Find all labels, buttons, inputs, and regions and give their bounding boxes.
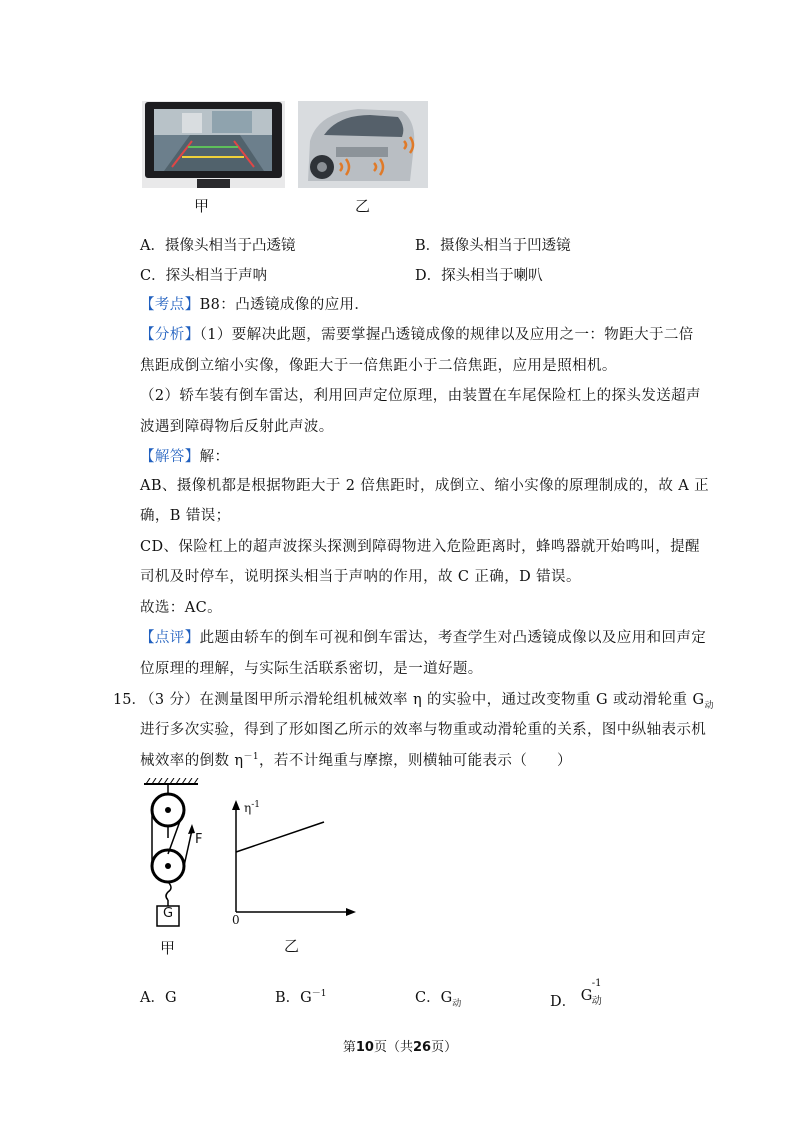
graph-y-axis-label (244, 800, 260, 815)
option-d: D．探头相当于喇叭 (415, 268, 543, 284)
dianping-tag: 【点评】 (140, 630, 200, 646)
q15-line-2: 进行多次实验，得到了形如图乙所示的效率与物重或动滑轮重的关系，图中纵轴表示机 (140, 722, 707, 738)
q15-option-b-sup: －1 (311, 989, 327, 1000)
ab-line-1: AB、摄像机都是根据物距大于 2 倍焦距时，成倒立、缩小实像的原理制成的，故 A 正 (140, 478, 710, 494)
fenxi-line-1 (140, 323, 694, 344)
q15-option-d-formula (580, 978, 607, 1007)
page-footer (0, 1036, 800, 1055)
footer-suffix: 页） (431, 1040, 458, 1055)
option-c: C．探头相当于声呐 (140, 268, 268, 284)
answer-line: 故选：AC。 (140, 600, 222, 616)
diagram-jia-label: 甲 (160, 939, 176, 957)
fenxi-text-1: （1）要解决此题，需要掌握凸透镜成像的规律以及应用之一：物距大于二倍 (199, 327, 694, 343)
footer-middle: 页（共 (373, 1040, 413, 1055)
diagram-weight-label: G (163, 906, 174, 921)
rearview-monitor-image (142, 101, 285, 188)
kaodian-text: B8：凸透镜成像的应用． (199, 297, 370, 313)
efficiency-graph (228, 798, 358, 918)
q15-option-d-text: D． (550, 994, 577, 1010)
cd-line-2: 司机及时停车，说明探头相当于声呐的作用，故 C 正确，D 错误。 (140, 569, 581, 585)
car-parking-sensor-image (298, 101, 428, 188)
graph-eta: η (244, 801, 252, 815)
q15-option-b (275, 986, 326, 1007)
footer-page-number: 10 (355, 1040, 374, 1055)
diagram-force-label: F (195, 832, 203, 847)
q15-option-b-text: B．G (275, 990, 312, 1006)
footer-total-pages: 26 (413, 1040, 432, 1055)
q15-line-1 (140, 688, 714, 711)
q15-option-d (550, 978, 607, 1011)
option-b: B．摄像头相当于凹透镜 (415, 238, 571, 254)
jieda-text: 解： (199, 449, 230, 465)
jieda-tag: 【解答】 (140, 449, 200, 465)
q15-option-c (415, 986, 461, 1009)
image-label-jia: 甲 (194, 197, 210, 215)
jieda-line (140, 445, 229, 466)
dianping-line-1 (140, 626, 706, 647)
fenxi-tag: 【分析】 (140, 327, 200, 343)
q15-text-3a: 械效率的倒数 η (140, 753, 244, 769)
q15-text-1-sub: 动 (704, 700, 714, 711)
q15-option-d-sub: 动 (591, 996, 602, 1007)
dianping-text-1: 此题由轿车的倒车可视和倒车雷达，考查学生对凸透镜成像以及应用和回声定 (199, 630, 707, 646)
q15-option-a: A．G (140, 990, 177, 1006)
option-a: A．摄像头相当于凸透镜 (140, 238, 296, 254)
image-label-yi: 乙 (355, 197, 371, 215)
question-number: 15． (113, 692, 146, 708)
fenxi-line-4: 波遇到障碍物后反射此声波。 (140, 419, 334, 435)
footer-prefix: 第 (342, 1040, 356, 1055)
kaodian-tag: 【考点】 (140, 297, 200, 313)
fenxi-line-3: （2）轿车装有倒车雷达，利用回声定位原理，由装置在车尾保险杠上的探头发送超声 (140, 388, 701, 404)
pulley-system-diagram (138, 778, 218, 928)
q15-option-d-sup: -1 (591, 978, 602, 989)
graph-line (236, 822, 324, 852)
q15-text-3b: ，若不计绳重与摩擦，则横轴可能表示（ ） (259, 753, 572, 769)
dianping-line-2: 位原理的理解，与实际生活联系密切，是一道好题。 (140, 661, 483, 677)
kaodian-line (140, 293, 369, 314)
ab-line-2: 确，B 错误； (140, 508, 231, 524)
q15-option-c-text: C．G (415, 990, 453, 1006)
q15-text-3-sup: －1 (243, 752, 260, 763)
graph-origin-label: 0 (232, 913, 240, 927)
cd-line-1: CD、保险杠上的超声波探头探测到障碍物进入危险距离时，蜂鸣器就开始鸣叫，提醒 (140, 539, 700, 555)
fenxi-line-2: 焦距成倒立缩小实像，像距大于一倍焦距小于二倍焦距，应用是照相机。 (140, 358, 617, 374)
q15-option-d-base: G (580, 988, 593, 1004)
q15-option-c-sub: 动 (452, 998, 462, 1009)
q15-text-1: （3 分）在测量图甲所示滑轮组机械效率 η 的实验中，通过改变物重 G 或动滑轮重 G (140, 692, 705, 708)
diagram-yi-label: 乙 (284, 937, 300, 955)
graph-eta-sup: -1 (251, 800, 260, 810)
q15-line-3 (140, 749, 572, 770)
